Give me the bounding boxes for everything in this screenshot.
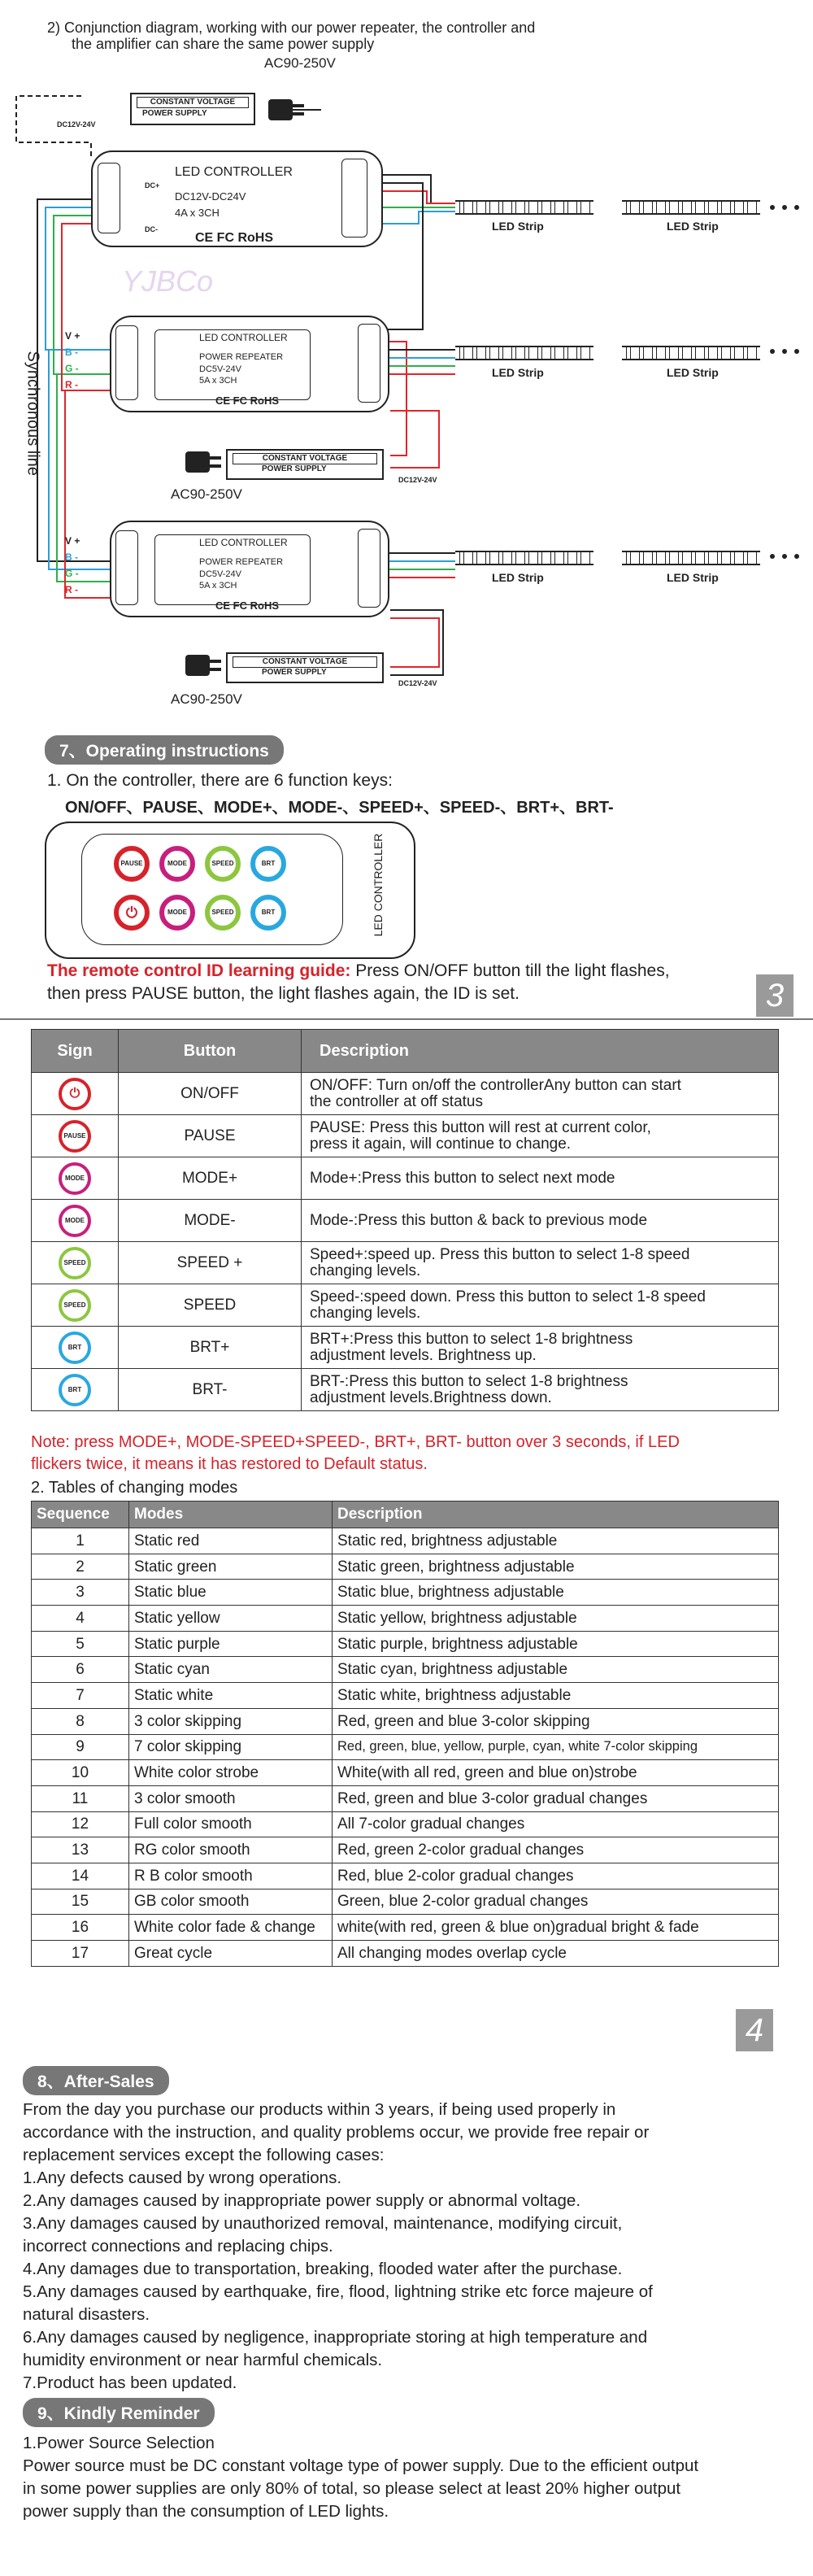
text-line: in some power supplies are only 80% of total, so please select at least 20% higher output [23, 2479, 681, 2498]
repeater-1-cert: CE FC RoHS [215, 394, 279, 407]
remote-guide-line1 [47, 961, 670, 981]
remote-mode-plus-key: MODE [159, 846, 195, 882]
text-line: accordance with the instruction, and quality problems occur, we provide free repair or [23, 2123, 650, 2142]
psu-label: CONSTANT VOLTAGE [137, 97, 249, 108]
controller-cert: CE FC RoHS [195, 231, 273, 245]
pause-icon: PAUSE [59, 1120, 91, 1153]
sequence-cell: 14 [32, 1863, 129, 1889]
dc-minus-label: DC- [145, 225, 158, 233]
repeater-2-cert: CE FC RoHS [215, 599, 279, 612]
repeater-1-spec2: 5A x 3CH [199, 376, 237, 386]
sequence-cell: 10 [32, 1760, 129, 1786]
brt-minus-icon: BRT [59, 1374, 91, 1406]
description-cell [302, 1242, 779, 1284]
desc-line: press it again, will continue to change. [310, 1135, 572, 1153]
sequence-cell: 7 [32, 1683, 129, 1709]
g-minus-label-2: G - [65, 568, 79, 579]
sequence-cell: 4 [32, 1606, 129, 1632]
remote-guide-rest: Press ON/OFF button till the light flashes, [350, 961, 670, 980]
button-cell: MODE- [119, 1200, 302, 1242]
section-7-keys: ON/OFF、PAUSE、MODE+、MODE-、SPEED+、SPEED-、BRT+、BRT- [65, 799, 614, 817]
description-cell [302, 1284, 779, 1327]
mode-cell: Full color smooth [129, 1811, 333, 1837]
table-row [32, 1606, 779, 1632]
mode-description-cell: All 7-color gradual changes [333, 1811, 779, 1837]
section-7-line1: 1. On the controller, there are 6 function keys: [47, 771, 393, 790]
button-cell: SPEED + [119, 1242, 302, 1284]
r-minus-label-2: R - [65, 584, 78, 595]
table-row [32, 1683, 779, 1709]
table-row [32, 1115, 779, 1157]
repeater-1-right-terminal [358, 324, 380, 403]
remote-mode-minus-key: MODE [159, 895, 195, 931]
sequence-cell: 5 [32, 1631, 129, 1657]
ac-input-bottom: AC90-250V [171, 691, 242, 707]
text-line: From the day you purchase our products within 3 years, if being used properly in [23, 2100, 616, 2119]
text-line: 2.Any damages caused by inappropriate power supply or abnormal voltage. [23, 2191, 581, 2210]
text-line: 1.Power Source Selection [23, 2434, 215, 2452]
diagram-caption-line1: 2) Conjunction diagram, working with our power repeater, the controller and [47, 20, 536, 36]
table-row [32, 1941, 779, 1967]
section-8-heading: 8、After-Sales [23, 2066, 169, 2095]
power-icon: ⏻ [59, 1078, 91, 1110]
sequence-cell: 15 [32, 1889, 129, 1915]
sequence-cell: 17 [32, 1941, 129, 1967]
mode-cell: RG color smooth [129, 1837, 333, 1863]
mode-cell: Static green [129, 1554, 333, 1580]
button-cell: BRT+ [119, 1327, 302, 1369]
repeater-1-sub: POWER REPEATER [199, 352, 284, 362]
brt-plus-icon: BRT [59, 1332, 91, 1364]
mode-description-header: Description [333, 1502, 779, 1528]
mode-plus-icon: MODE [59, 1162, 91, 1195]
mode-description-cell: Static purple, brightness adjustable [333, 1631, 779, 1657]
table-row [32, 1200, 779, 1242]
controller-right-terminal [341, 159, 367, 238]
controller-spec2: 4A x 3CH [175, 207, 220, 219]
led-strip-2a [455, 346, 593, 360]
mode-cell: Static purple [129, 1631, 333, 1657]
desc-line: changing levels. [310, 1262, 421, 1279]
text-line: natural disasters. [23, 2305, 150, 2324]
mode-description-cell: Red, blue 2-color gradual changes [333, 1863, 779, 1889]
repeater-1-spec1: DC5V-24V [199, 364, 241, 374]
repeater-2-right-terminal [358, 529, 380, 608]
b-minus-label-2: B - [65, 551, 78, 563]
remote-power-icon: ⏻ [114, 895, 150, 931]
description-header: Description [302, 1030, 779, 1073]
modes-header: Modes [129, 1502, 333, 1528]
remote-speed-plus-key: SPEED [205, 846, 241, 882]
led-strip-3a [455, 551, 593, 565]
led-strip-label: LED Strip [492, 220, 544, 233]
remote-guide-line2: then press PAUSE button, the light flashes again, the ID is set. [47, 984, 520, 1003]
mode-description-cell: white(with red, green & blue on)gradual bright & fade [333, 1915, 779, 1941]
section-9-heading: 9、Kindly Reminder [23, 2398, 215, 2427]
description-cell [302, 1369, 779, 1411]
table-row [32, 1528, 779, 1554]
sequence-cell: 16 [32, 1915, 129, 1941]
speed-plus-icon: SPEED [59, 1247, 91, 1279]
sequence-cell: 2 [32, 1554, 129, 1580]
psu-label: CONSTANT VOLTAGE [233, 453, 377, 464]
text-line: 3.Any damages caused by unauthorized removal, maintenance, modifying circuit, [23, 2214, 623, 2233]
table-row [32, 1284, 779, 1327]
remote-pause-key: PAUSE [114, 846, 150, 882]
speed-minus-icon: SPEED [59, 1289, 91, 1322]
desc-line: adjustment levels. Brightness up. [310, 1346, 537, 1364]
mode-description-cell: Green, blue 2-color gradual changes [333, 1889, 779, 1915]
b-minus-label-1: B - [65, 347, 78, 358]
button-header: Button [119, 1030, 302, 1073]
page-number-3: 3 [756, 974, 793, 1017]
psu-bottom-sub: POWER SUPPLY [262, 668, 327, 677]
text-line: replacement services except the following cases: [23, 2146, 385, 2164]
text-line: humidity environment or near harmful chemicals. [23, 2351, 383, 2369]
mode-cell: GB color smooth [129, 1889, 333, 1915]
r-minus-label-1: R - [65, 379, 78, 390]
table-row [32, 1554, 779, 1580]
sign-header: Sign [32, 1030, 119, 1073]
mode-cell: Static red [129, 1528, 333, 1554]
led-strip-1a [455, 200, 593, 215]
v-plus-label-1: V + [65, 330, 80, 342]
text-line: 6.Any damages caused by negligence, inappropriate storing at high temperature and [23, 2328, 648, 2347]
sequence-cell: 11 [32, 1785, 129, 1811]
desc-line: adjustment levels.Brightness down. [310, 1388, 552, 1406]
note-line1: Note: press MODE+, MODE-SPEED+SPEED-, BRT+, BRT- button over 3 seconds, if LED [31, 1433, 680, 1451]
mode-cell: Static cyan [129, 1657, 333, 1683]
desc-line: changing levels. [310, 1304, 421, 1322]
mode-description-cell: Static blue, brightness adjustable [333, 1580, 779, 1606]
desc-line: PAUSE: Press this button will rest at current color, [310, 1118, 651, 1136]
button-cell: BRT- [119, 1369, 302, 1411]
table-row [32, 1157, 779, 1200]
mode-minus-icon: MODE [59, 1205, 91, 1237]
modes-table [31, 1501, 779, 1967]
psu-mid-sub: POWER SUPPLY [262, 464, 327, 473]
led-strip-label: LED Strip [667, 366, 719, 379]
led-strip-1b [622, 200, 760, 215]
controller-title: LED CONTROLLER [175, 165, 293, 179]
mode-description-cell: Static cyan, brightness adjustable [333, 1657, 779, 1683]
sequence-cell: 8 [32, 1708, 129, 1734]
led-strip-3b [622, 551, 760, 565]
sequence-cell: 1 [32, 1528, 129, 1554]
remote-brt-plus-key: BRT [250, 846, 286, 882]
mode-cell: Static white [129, 1683, 333, 1709]
mode-description-cell: Static green, brightness adjustable [333, 1554, 779, 1580]
button-cell: MODE+ [119, 1157, 302, 1200]
repeater-2-left-terminal [115, 530, 138, 605]
mode-description-cell: Static red, brightness adjustable [333, 1528, 779, 1554]
controller-left-terminal [98, 163, 120, 233]
sign-cell [32, 1242, 119, 1284]
text-line: 5.Any damages caused by earthquake, fire, flood, lightning strike etc force majeure of [23, 2282, 653, 2301]
description-cell: Mode+:Press this button to select next mode [302, 1157, 779, 1200]
table-row [32, 1369, 779, 1411]
mode-cell: White color fade & change [129, 1915, 333, 1941]
wiring-diagram [0, 0, 813, 716]
page-divider [0, 1018, 813, 1020]
repeater-2-sub: POWER REPEATER [199, 557, 284, 567]
sign-cell [32, 1115, 119, 1157]
repeater-2-spec1: DC5V-24V [199, 569, 241, 579]
sign-cell [32, 1369, 119, 1411]
sign-cell [32, 1327, 119, 1369]
led-strip-2b [622, 346, 760, 360]
button-cell: SPEED [119, 1284, 302, 1327]
table-row [32, 1580, 779, 1606]
modes-table-body [32, 1528, 779, 1967]
dc-label-top: DC12V-24V [57, 120, 96, 129]
sign-cell [32, 1200, 119, 1242]
remote-speed-minus-key: SPEED [205, 895, 241, 931]
ac-input-top: AC90-250V [264, 55, 336, 71]
sequence-cell: 13 [32, 1837, 129, 1863]
sign-table [31, 1029, 779, 1411]
diagram-caption-line2: the amplifier can share the same power supply [72, 36, 375, 52]
mode-description-cell: Red, green and blue 3-color skipping [333, 1708, 779, 1734]
description-cell [302, 1327, 779, 1369]
sync-line-label: Synchronous line [24, 351, 42, 476]
table-row [32, 1073, 779, 1115]
table-row [32, 1785, 779, 1811]
psu-top-sub: POWER SUPPLY [142, 109, 207, 118]
repeater-2-title: LED CONTROLLER [199, 537, 288, 548]
modes-title: 2. Tables of changing modes [31, 1479, 238, 1497]
remote-label: LED CONTROLLER [372, 833, 385, 937]
sign-cell [32, 1073, 119, 1115]
desc-line: BRT+:Press this button to select 1-8 brightness [310, 1330, 633, 1348]
text-line: 1.Any defects caused by wrong operations. [23, 2168, 342, 2187]
ac-input-mid: AC90-250V [171, 486, 242, 502]
repeater-1-left-terminal [115, 325, 138, 400]
table-row [32, 1327, 779, 1369]
mode-cell: R B color smooth [129, 1863, 333, 1889]
sign-cell [32, 1284, 119, 1327]
text-line: power supply than the consumption of LED lights. [23, 2502, 389, 2521]
mode-description-cell: All changing modes overlap cycle [333, 1941, 779, 1967]
g-minus-label-1: G - [65, 363, 79, 374]
desc-line: BRT-:Press this button to select 1-8 brightness [310, 1372, 628, 1390]
sequence-cell: 3 [32, 1580, 129, 1606]
description-cell [302, 1115, 779, 1157]
mode-cell: 3 color skipping [129, 1708, 333, 1734]
description-cell [302, 1073, 779, 1115]
led-strip-label: LED Strip [492, 366, 544, 379]
mode-cell: 3 color smooth [129, 1785, 333, 1811]
mode-cell: 7 color skipping [129, 1734, 333, 1760]
desc-line: Speed-:speed down. Press this button to select 1-8 speed [310, 1288, 706, 1305]
mode-description-cell: Static yellow, brightness adjustable [333, 1606, 779, 1632]
led-strip-label: LED Strip [492, 571, 544, 584]
remote-brt-minus-key: BRT [250, 895, 286, 931]
desc-line: ON/OFF: Turn on/off the controllerAny button can start [310, 1076, 681, 1094]
mode-description-cell: Red, green 2-color gradual changes [333, 1837, 779, 1863]
led-strip-label: LED Strip [667, 220, 719, 233]
text-line: Power source must be DC constant voltage type of power supply. Due to the efficient output [23, 2456, 699, 2475]
table-row [32, 1837, 779, 1863]
button-cell: PAUSE [119, 1115, 302, 1157]
table-row [32, 1708, 779, 1734]
button-cell: ON/OFF [119, 1073, 302, 1115]
section-7-heading: 7、Operating instructions [45, 735, 284, 765]
table-row [32, 1631, 779, 1657]
table-row [32, 1734, 779, 1760]
table-row [32, 1889, 779, 1915]
controller-spec1: DC12V-DC24V [175, 190, 246, 203]
repeater-1-title: LED CONTROLLER [199, 332, 288, 343]
table-row [32, 1915, 779, 1941]
dc-plus-label: DC+ [145, 181, 160, 190]
text-line: 4.Any damages due to transportation, breaking, flooded water after the purchase. [23, 2260, 623, 2278]
repeater-2-spec2: 5A x 3CH [199, 581, 237, 591]
sequence-cell: 6 [32, 1657, 129, 1683]
table-row [32, 1657, 779, 1683]
desc-line: Speed+:speed up. Press this button to select 1-8 speed [310, 1245, 690, 1263]
mode-cell: Static blue [129, 1580, 333, 1606]
text-line: incorrect connections and replacing chips. [23, 2237, 333, 2256]
sign-cell [32, 1157, 119, 1200]
sequence-cell: 12 [32, 1811, 129, 1837]
page-number-4: 4 [736, 2009, 773, 2051]
mode-description-cell: Red, green and blue 3-color gradual changes [333, 1785, 779, 1811]
mode-description-cell: White(with all red, green and blue on)strobe [333, 1760, 779, 1786]
desc-line: the controller at off status [310, 1092, 483, 1110]
description-cell: Mode-:Press this button & back to previous mode [302, 1200, 779, 1242]
mode-description-cell: Static white, brightness adjustable [333, 1683, 779, 1709]
mode-cell: Static yellow [129, 1606, 333, 1632]
dc-label-bottom: DC12V-24V [398, 679, 437, 687]
note-line2: flickers twice, it means it has restored to Default status. [31, 1455, 428, 1473]
led-strip-label: LED Strip [667, 571, 719, 584]
mode-cell: White color strobe [129, 1760, 333, 1786]
table-row [32, 1811, 779, 1837]
table-row [32, 1242, 779, 1284]
table-row [32, 1760, 779, 1786]
mode-cell: Great cycle [129, 1941, 333, 1967]
watermark: YJBCo [122, 264, 214, 298]
sequence-header: Sequence [32, 1502, 129, 1528]
psu-label: CONSTANT VOLTAGE [233, 656, 377, 668]
v-plus-label-2: V + [65, 535, 80, 547]
text-line: 7.Product has been updated. [23, 2373, 237, 2392]
table-row [32, 1863, 779, 1889]
dc-label-mid: DC12V-24V [398, 476, 437, 484]
remote-guide-bold: The remote control ID learning guide: [47, 961, 351, 980]
sequence-cell: 9 [32, 1734, 129, 1760]
mode-description-cell: Red, green, blue, yellow, purple, cyan, white 7-color skipping [333, 1734, 779, 1760]
